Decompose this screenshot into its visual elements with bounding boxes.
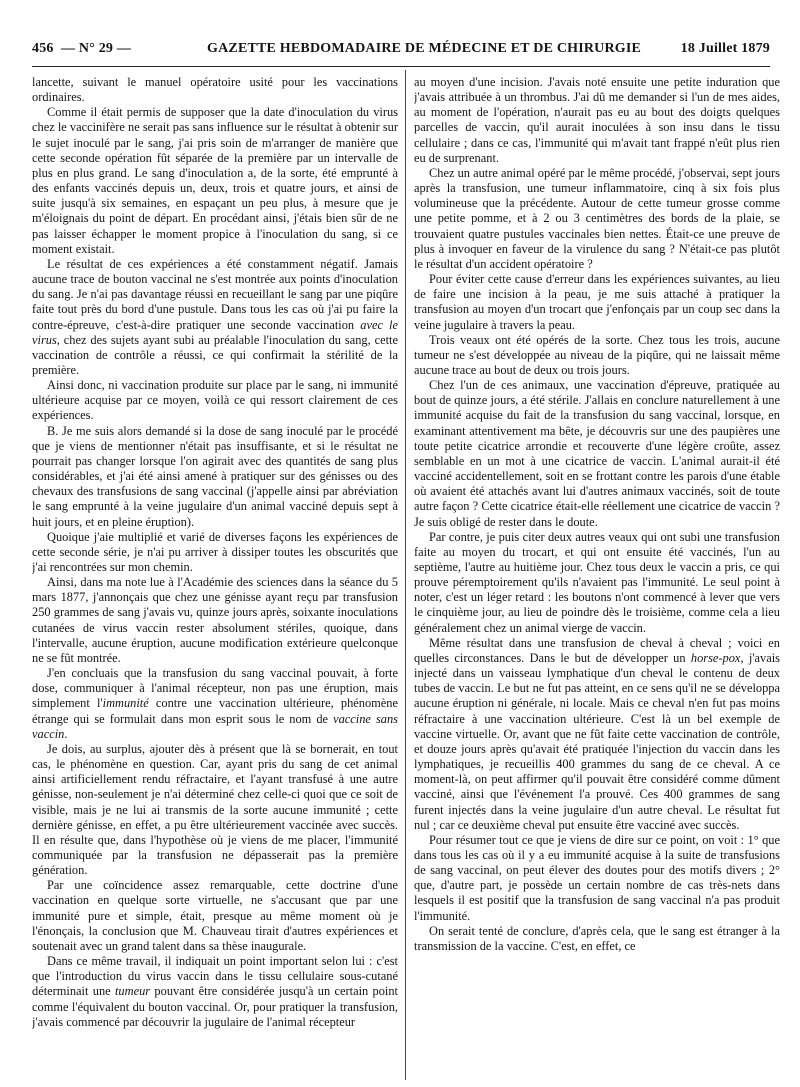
header-rule (32, 66, 770, 67)
text-run: , j'avais injecté dans un vaisseau lymphatique d'un cheval le contenu de deux tubes de vaccin. Le but ne fut pas atteint, en ce sens qu'il ne se développa aucune éruption ni générale, ni locale. Mais ce cheval n'en fut pas moins réfractaire à une vaccination ultérieure. C'est là un bel exemple de vaccine virtuelle. Or, avant que ne fût faite cette vaccination de contrôle, et douze jours après qu'avait été pratiquée l'injection du vaccin dans les lymphatiques, je recueillis 400 grammes du sang de ce cheval. A ce moment-là, on peut affirmer qu'il pouvait être considéré comme dûment vacciné, ainsi que l'événement l'a prouvé. Ces 400 grammes de sang furent injectés dans la veine jugulaire d'un autre cheval. Le résultat fut nul ; car ce deuxième cheval put ensuite être vacciné avec succès. (414, 650, 780, 832)
paragraph: On serait tenté de conclure, d'après cela, que le sang est étranger à la transmission de la vaccine. C'est, en effet, ce (414, 923, 780, 953)
journal-title: GAZETTE HEBDOMADAIRE DE MÉDECINE ET DE CHIRURGIE (207, 41, 642, 56)
paragraph: Pour éviter cette cause d'erreur dans les expériences suivantes, au lieu de faire une incision à la peau, je me suis attaché à pratiquer la transfusion au moyen d'un trocart que j'enfonçais par un coup sec dans la veine jugulaire à travers la peau. (414, 272, 780, 332)
italic-text: tumeur (114, 984, 151, 999)
paragraph (32, 954, 398, 1030)
paragraph (414, 636, 780, 833)
paragraph: Par une coïncidence assez remarquable, cette doctrine d'une vaccination en quelque sorte virtuelle, ne s'accusant que par une immunité pure et simple, était, presque au même moment où je l'énonçais, la conclusion que M. Chauveau tirait d'autres expériences et soutenait avec un grand talent dans sa thèse inaugurale. (32, 878, 398, 953)
paragraph: Chez l'un de ces animaux, une vaccination d'épreuve, pratiquée au bout de quinze jours, a été stérile. J'allais en conclure naturellement à une immunité acquise du fait de la transfusion du sang vaccinal, lorsque, en examinant attentivement ma bête, je découvris sur une des paupières une toute petite cicatrice arrondie et recouverte d'une légère croûte, assez semblable en un mot à une cicatrice de vaccin. L'animal aurait-il été vacciné accidentellement, soit en se frottant contre les parois d'une étable où avaient été attachés avant lui d'autres animaux vaccinés, soit de toute autre façon ? Cette cicatrice était-elle réellement une cicatrice de vaccin ? Je suis obligé de rester dans le doute. (414, 378, 780, 529)
italic-text: horse-pox (690, 650, 741, 665)
paragraph (32, 257, 398, 378)
text-run: . (64, 726, 68, 741)
text-run: Même résultat dans une transfusion de cheval à cheval ; voici en quelles circonstances. Dans le but de développer un (414, 635, 780, 665)
paragraph: Ainsi, dans ma note lue à l'Académie des sciences dans la séance du 5 mars 1877, j'annonçais que chez une génisse ayant reçu par transfusion 250 grammes de sang j'avais vu, quinze jours après, soixante inoculations cutanées de virus vaccin rester absolument stériles, quoique, dans l'intervalle, aucune éruption, aucune modification extérieure quelconque ne se fût montrée. (32, 575, 398, 665)
paragraph: Trois veaux ont été opérés de la sorte. Chez tous les trois, aucune tumeur ne s'est développée au niveau de la piqûre, qui ne laissait même aucune trace au bout de deux ou trois jours. (414, 332, 780, 377)
text-run: pouvant être considérée jusqu'à un certain point comme l'équivalent du bouton vaccinal. Or, pour pratiquer la transfusion, j'avais commencé par découvrir la jugulaire de l'animal récepteur (32, 984, 398, 1029)
paragraph: Par contre, je puis citer deux autres veaux qui ont subi une transfusion faite au moyen du trocart, et qui ont ensuite été vaccinés, l'un au septième, l'autre au huitième jour. Chez tous deux le vaccin a pris, ce qui prouve péremptoirement qu'ils n'avaient pas l'immunité. Le seul point à noter, c'est un léger retard : les boutons n'ont commencé à lever que vers le cinquième jour, au lieu de poindre dès le troisième, comme cela a lieu généralement chez un animal vierge de vaccin. (414, 529, 780, 635)
italic-text: vaccine sans vaccin (32, 711, 398, 741)
text-run: J'en concluais que la transfusion du sang vaccinal pouvait, à forte dose, communiquer à l'animal récepteur, non pas une éruption, mais simplement l' (32, 666, 398, 711)
right-column (414, 75, 780, 1075)
text-run: contre une vaccination ultérieure, phénomène étrange qui se formulait dans mon esprit sous le nom de (32, 696, 398, 726)
paragraph: Je dois, au surplus, ajouter dès à présent que là se bornerait, en tout cas, le phénomène en question. Car, ayant pris du sang de cet animal ainsi artificiellement rendu réfractaire, et l'ayant transfusé à une autre génisse, non-seulement je n'ai déterminé chez celle-ci quoi que ce soit de visible, mais je ne lui ai transmis de la sorte aucune immunité ; cette dernière génisse, en effet, a pu être ultérieurement vaccinée avec succès. Il en résulte que, dans l'hypothèse où je viens de me placer, l'immunité communiquée par la transfusion ne dépasserait pas la première génération. (32, 741, 398, 878)
paragraph: Pour résumer tout ce que je viens de dire sur ce point, on voit : 1° que dans tous les cas où il y a eu immunité acquise à la suite de transfusions de sang vaccinal, on peut élever des doutes pour des motifs divers ; 2° que, d'autre part, je possède un certain nombre de cas très-nets dans lesquels il est positif que la transfusion de sang vaccinal n'a pas produit l'immunité. (414, 832, 780, 923)
text-run: , chez des sujets ayant subi au préalable l'inoculation du sang, cette vaccination de contrôle a réussi, ce qui confirmait la stérilité de la première. (32, 332, 398, 377)
page-number: 456 (32, 41, 54, 56)
text-run: Le résultat de ces expériences a été constamment négatif. Jamais aucune trace de bouton vaccinal ne s'est montrée aux points d'inoculation du sang. Je n'ai pas davantage réussi en recueillant le sang par une piqûre faite tout près du bord d'une pustule. Dans tous les cas où j'ai pu faire la contre-épreuve, c'est-à-dire pratiquer une seconde vaccination (32, 256, 398, 332)
paragraph (32, 666, 398, 742)
paragraph: lancette, suivant le manuel opératoire usité pour les vaccinations ordinaires. (32, 75, 398, 105)
text-run: Dans ce même travail, il indiquait un point important selon lui : c'est que l'introduction du virus vaccin dans le tissu cellulaire sous-cutané déterminait une (32, 954, 398, 999)
left-column (32, 75, 398, 1075)
page-number-and-issue (32, 40, 131, 58)
paragraph: Chez un autre animal opéré par le même procédé, j'observai, sept jours après la transfusion, une tumeur inflammatoire, cinq à six fois plus volumineuse que la précédente. Autour de cette tumeur grosse comme une petite pomme, et à 2 ou 3 centimètres des bords de la plaie, se trouvaient quatre pustules vaccinales bien nettes. Était-ce une preuve de plus à invoquer en faveur de la virulence du sang ? N'était-ce pas plutôt le résultat d'un accident opératoire ? (414, 165, 780, 271)
italic-text: avec le virus (32, 317, 398, 347)
running-header (32, 40, 770, 60)
paragraph: Quoique j'aie multiplié et varié de diverses façons les expériences de cette seconde série, je n'ai pu arriver à dissiper toutes les obscurités que j'ai rencontrées sur mon chemin. (32, 529, 398, 574)
issue-number: — N° 29 — (61, 41, 132, 56)
issue-date: 18 Juillet 1879 (680, 41, 770, 56)
italic-text: immunité (102, 696, 149, 711)
column-divider (405, 70, 406, 1080)
paragraph: au moyen d'une incision. J'avais noté ensuite une petite induration que j'avais attribuée à un thrombus. J'ai dû me demander si l'un de mes aides, au moment de l'opération, n'aurait pas eu au bout des doigts quelques parcelles de vaccin, qu'il aurait inoculées à son insu dans le tissu cellulaire ; dans ce cas, l'immunité qui m'avait tant frappé n'eût plus rien eu de surprenant. (414, 75, 780, 165)
paragraph: Ainsi donc, ni vaccination produite sur place par le sang, ni immunité ultérieure acquise par ce moyen, voilà ce qui ressort clairement de ces expériences. (32, 378, 398, 423)
paragraph: Comme il était permis de supposer que la date d'inoculation du virus chez le vaccinifère ne serait pas sans influence sur le résultat à obtenir sur le sujet inoculé par le sang, j'ai pris soin de m'arranger de manière que cette seconde opération fût séparée de la première par un intervalle de plus en plus grand. Le sang d'inoculation a, de la sorte, été emprunté à des enfants vaccinés depuis un, deux, trois et quatre jours, et ainsi de suite jusqu'à six semaines, en espaçant un peu plus, à mesure que je m'éloignais du point de départ. En procédant ainsi, j'étais bien sûr de ne pas laisser échapper le moment propice à l'inoculation du sang, si ce moment existait. (32, 105, 398, 256)
paragraph: B. Je me suis alors demandé si la dose de sang inoculé par le procédé que je viens de mentionner n'était pas insuffisante, et si le résultat ne pourrait pas changer lorsque l'on agirait avec des quantités de sang plus considérables, et j'ai été ainsi amené à pratiquer sur des génisses ou des chevaux des transfusions de sang vaccinal (j'appelle ainsi par abréviation le sang emprunté à la veine jugulaire d'un animal vacciné depuis sept à huit jours, et en pleine éruption). (32, 423, 398, 529)
